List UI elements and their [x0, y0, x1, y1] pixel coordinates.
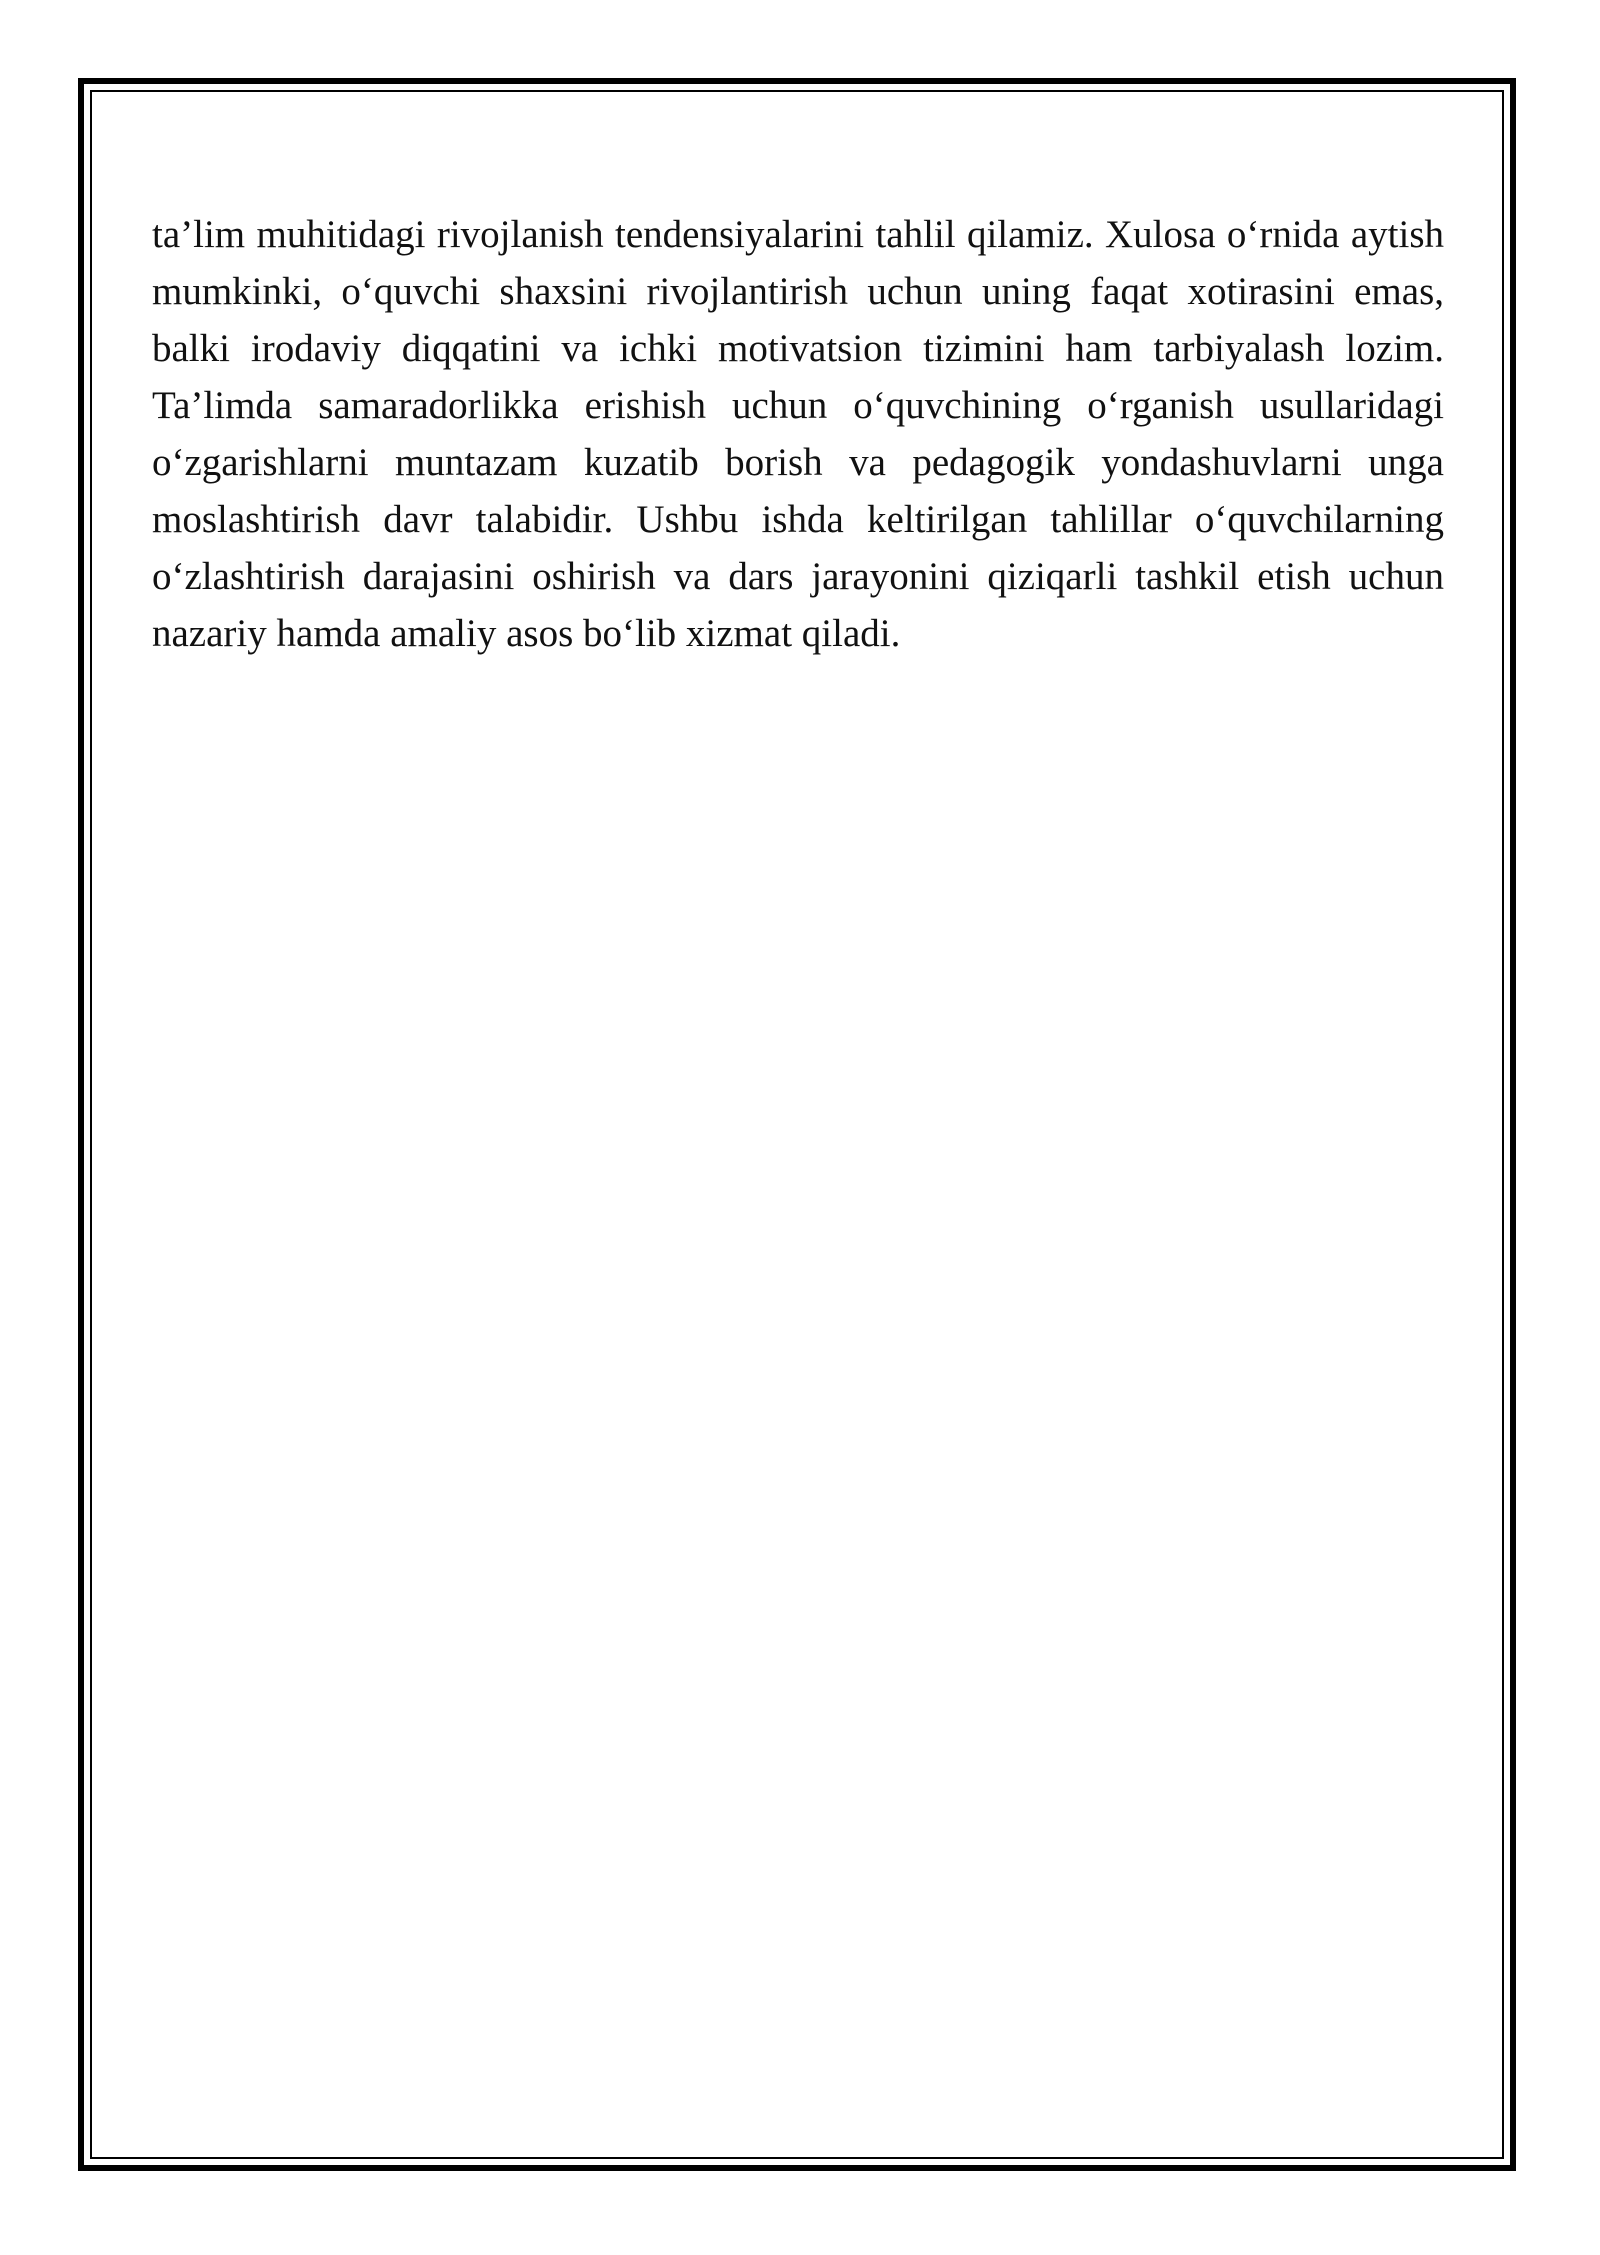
- document-body: [152, 206, 1444, 662]
- body-paragraph: ta’lim muhitidagi rivojlanish tendensiyalarini tahlil qilamiz. Xulosa o‘rnida aytish mumkinki, o‘quvchi shaxsini rivojlantirish uchun uning faqat xotirasini emas, balki irodaviy diqqatini va ichki motivatsion tizimini ham tarbiyalash lozim. Ta’limda samaradorlikka erishish uchun o‘quvchining o‘rganish usullaridagi o‘zgarishlarni muntazam kuzatib borish va pedagogik yondashuvlarni unga moslashtirish davr talabidir. Ushbu ishda keltirilgan tahlillar o‘quvchilarning o‘zlashtirish darajasini oshirish va dars jarayonini qiziqarli tashkil etish uchun nazariy hamda amaliy asos bo‘lib xizmat qiladi.: [152, 213, 1444, 655]
